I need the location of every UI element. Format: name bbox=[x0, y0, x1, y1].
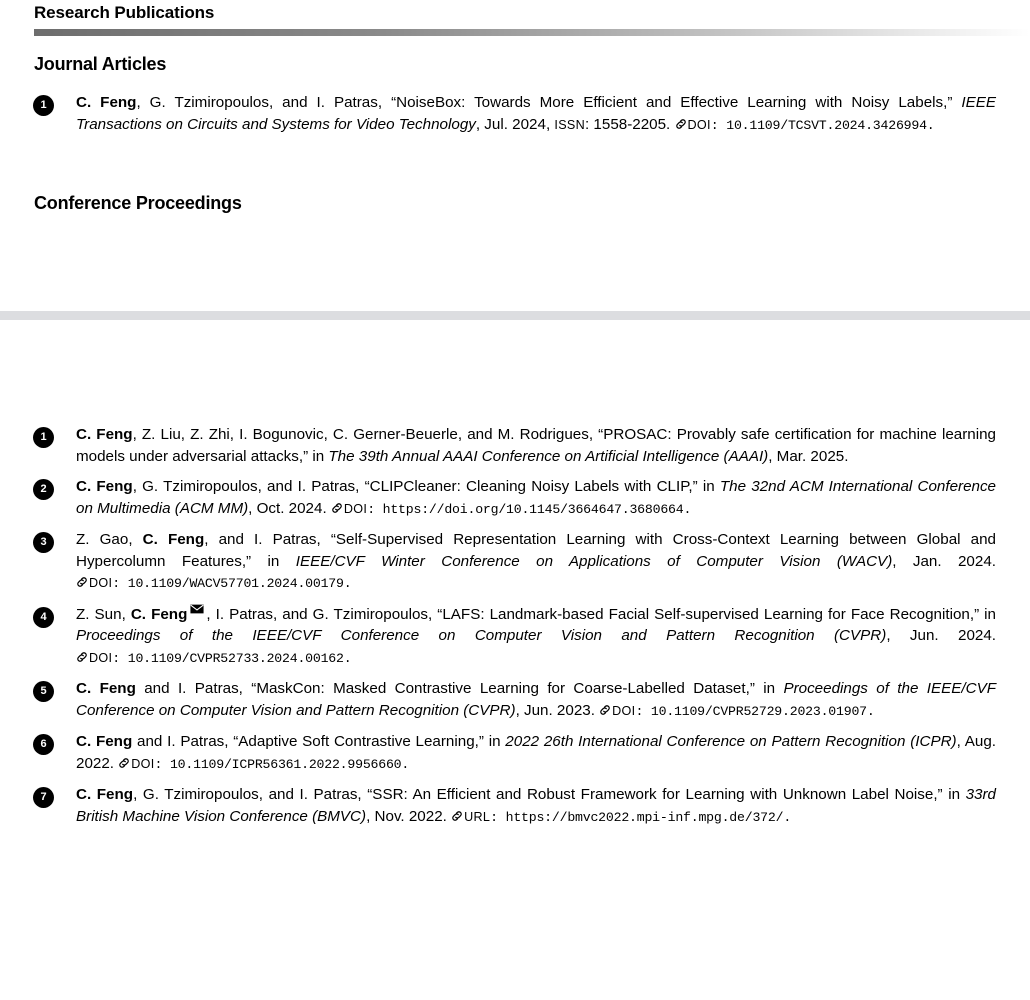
citation-venue: 2022 26th International Conference on Pattern Recognition (ICPR) bbox=[505, 733, 957, 750]
issn-label: ISSN bbox=[554, 117, 585, 132]
link-url[interactable]: https://bmvc2022.mpi-inf.mpg.de/372/ bbox=[505, 809, 784, 825]
link-type-label: URL bbox=[464, 809, 491, 824]
reference-number-badge: 6 bbox=[33, 734, 54, 755]
citation-authors: , G. Tzimiropoulos, and I. Patras, bbox=[133, 786, 368, 803]
section-heading-conference: Conference Proceedings bbox=[34, 193, 242, 213]
citation-highlighted-author: C. Feng bbox=[130, 605, 188, 623]
link-type-label: DOI bbox=[89, 576, 113, 590]
citation-highlighted-author: C. Feng bbox=[76, 478, 133, 495]
page-break-separator bbox=[0, 311, 1030, 320]
link-separator: : bbox=[710, 117, 727, 133]
reference-item bbox=[0, 784, 1030, 828]
link-url[interactable]: 10.1109/CVPR52733.2024.00162 bbox=[127, 650, 344, 666]
link-trailing-period: . bbox=[926, 117, 935, 133]
reference-item bbox=[0, 424, 1030, 467]
conference-proceedings-list bbox=[0, 424, 1030, 837]
citation-highlighted-author: C. Feng bbox=[76, 786, 134, 803]
citation-date: , Jun. 2023. bbox=[515, 701, 600, 719]
citation-title: “Self-Supervised Representation Learning with Cross-Context Learning between Global and Hypercolumn Features,” in bbox=[76, 531, 996, 570]
citation-title: “MaskCon: Masked Contrastive Learning for Coarse-Labelled Dataset,” in bbox=[251, 680, 784, 697]
journal-articles-list bbox=[0, 92, 1030, 145]
link-type-label: DOI bbox=[343, 501, 368, 516]
link-separator: : bbox=[635, 703, 651, 719]
citation-authors: , Z. Liu, Z. Zhi, I. Bogunovic, C. Gerner-Beuerle, and M. Rodrigues, bbox=[132, 426, 599, 443]
link-icon[interactable] bbox=[451, 810, 463, 822]
title-gradient-rule bbox=[34, 29, 1030, 36]
reference-citation-text bbox=[76, 424, 996, 467]
citation-authors: and I. Patras, bbox=[135, 680, 252, 697]
citation-authors-prefix: Z. Gao, bbox=[76, 531, 143, 548]
citation-title: “PROSAC: Provably safe certification for machine learning models under adversarial attacks,” in bbox=[76, 426, 996, 465]
citation-highlighted-author: C. Feng bbox=[142, 531, 205, 548]
citation-date: , Nov. 2022. bbox=[366, 807, 452, 825]
section-heading-journal: Journal Articles bbox=[34, 54, 167, 74]
reference-citation-text bbox=[76, 731, 996, 775]
reference-item bbox=[0, 92, 1030, 136]
citation-authors-prefix: Z. Sun, bbox=[76, 605, 131, 623]
citation-highlighted-author: C. Feng bbox=[76, 426, 133, 443]
link-separator: : bbox=[112, 576, 128, 591]
link-type-label: DOI bbox=[612, 703, 636, 718]
citation-title: “NoiseBox: Towards More Efficient and Effective Learning with Noisy Labels,” bbox=[391, 94, 962, 111]
envelope-icon[interactable] bbox=[190, 604, 204, 614]
link-url[interactable]: 10.1109/TCSVT.2024.3426994 bbox=[726, 117, 927, 133]
reference-citation-text bbox=[76, 784, 996, 828]
link-url[interactable]: 10.1109/ICPR56361.2022.9956660 bbox=[169, 756, 402, 772]
link-trailing-period: . bbox=[343, 576, 352, 591]
citation-authors: , G. Tzimiropoulos, and I. Patras, bbox=[136, 94, 392, 111]
reference-number-badge: 1 bbox=[33, 427, 54, 448]
page-title: Research Publications bbox=[34, 3, 215, 22]
citation-authors: , G. Tzimiropoulos, and I. Patras, bbox=[132, 478, 365, 495]
reference-citation-text bbox=[76, 529, 996, 595]
reference-citation-text bbox=[76, 476, 996, 520]
link-separator: : bbox=[112, 650, 128, 666]
link-icon[interactable] bbox=[76, 576, 88, 588]
citation-date: , Jun. 2024. bbox=[886, 627, 997, 644]
link-type-label: DOI bbox=[89, 650, 113, 665]
citation-date: , Mar. 2025. bbox=[768, 447, 849, 465]
link-url[interactable]: 10.1109/WACV57701.2024.00179 bbox=[127, 576, 344, 591]
reference-number-badge: 7 bbox=[33, 787, 54, 808]
link-separator: : bbox=[490, 809, 506, 825]
reference-item bbox=[0, 678, 1030, 722]
reference-item bbox=[0, 529, 1030, 595]
link-type-label: DOI bbox=[687, 117, 711, 132]
citation-authors: , I. Patras, and G. Tzimiropoulos, bbox=[206, 605, 438, 623]
link-url[interactable]: 10.1109/CVPR52729.2023.01907 bbox=[650, 703, 867, 719]
reference-number-badge: 1 bbox=[33, 95, 54, 116]
reference-citation-text bbox=[76, 92, 996, 136]
citation-title: “SSR: An Efficient and Robust Framework for Learning with Unknown Label Noise,” in bbox=[367, 786, 966, 803]
link-icon[interactable] bbox=[118, 757, 130, 769]
reference-number-badge: 5 bbox=[33, 681, 54, 702]
link-icon[interactable] bbox=[599, 704, 611, 716]
citation-title: “CLIPCleaner: Cleaning Noisy Labels with CLIP,” in bbox=[364, 478, 720, 495]
citation-venue: The 32nd ACM International Conference on Multimedia (ACM MM) bbox=[76, 478, 997, 517]
citation-authors: and I. Patras, bbox=[132, 733, 234, 750]
reference-number-badge: 2 bbox=[33, 479, 54, 500]
reference-number-badge: 4 bbox=[33, 607, 54, 628]
link-url[interactable]: https://doi.org/10.1145/3664647.3680664 bbox=[382, 501, 684, 517]
link-trailing-period: . bbox=[866, 703, 875, 719]
link-icon[interactable] bbox=[675, 118, 687, 130]
citation-venue: IEEE/CVF Winter Conference on Applications of Computer Vision (WACV) bbox=[295, 552, 893, 570]
citation-date: , Aug. 2022. bbox=[76, 733, 997, 772]
citation-date: , Oct. 2024. bbox=[248, 499, 331, 517]
link-separator: : bbox=[367, 501, 383, 517]
reference-number-badge: 3 bbox=[33, 532, 54, 553]
reference-item bbox=[0, 731, 1030, 775]
link-trailing-period: . bbox=[343, 650, 352, 666]
link-type-label: DOI bbox=[131, 756, 155, 771]
citation-title: “Adaptive Soft Contrastive Learning,” in bbox=[233, 733, 506, 750]
citation-date: , Jul. 2024, bbox=[475, 115, 555, 133]
link-trailing-period: . bbox=[683, 501, 692, 517]
citation-venue: Proceedings of the IEEE/CVF Conference on Computer Vision and Pattern Recognition (CVPR) bbox=[76, 627, 887, 644]
citation-highlighted-author: C. Feng bbox=[76, 733, 133, 750]
citation-title: “LAFS: Landmark-based Facial Self-supervised Learning for Face Recognition,” in bbox=[437, 605, 996, 623]
link-icon[interactable] bbox=[76, 651, 88, 663]
citation-venue: 33rd British Machine Vision Conference (BMVC) bbox=[76, 786, 997, 825]
reference-item bbox=[0, 604, 1030, 670]
issn-value: : 1558-2205. bbox=[584, 115, 675, 133]
citation-highlighted-author: C. Feng bbox=[76, 94, 137, 111]
citation-venue: Proceedings of the IEEE/CVF Conference on Computer Vision and Pattern Recognition (CVPR) bbox=[76, 680, 997, 719]
reference-citation-text bbox=[76, 678, 996, 722]
citation-venue: The 39th Annual AAAI Conference on Artificial Intelligence (AAAI) bbox=[328, 447, 769, 465]
link-separator: : bbox=[154, 756, 170, 772]
citation-authors: , and I. Patras, bbox=[204, 531, 331, 548]
link-icon[interactable] bbox=[331, 502, 343, 514]
link-trailing-period: . bbox=[783, 809, 792, 825]
citation-date: , Jan. 2024. bbox=[892, 552, 996, 570]
citation-venue: IEEE Transactions on Circuits and Systems for Video Technology bbox=[76, 94, 997, 133]
reference-citation-text bbox=[76, 604, 996, 670]
link-trailing-period: . bbox=[401, 756, 410, 772]
reference-item bbox=[0, 476, 1030, 520]
citation-highlighted-author: C. Feng bbox=[76, 680, 136, 697]
